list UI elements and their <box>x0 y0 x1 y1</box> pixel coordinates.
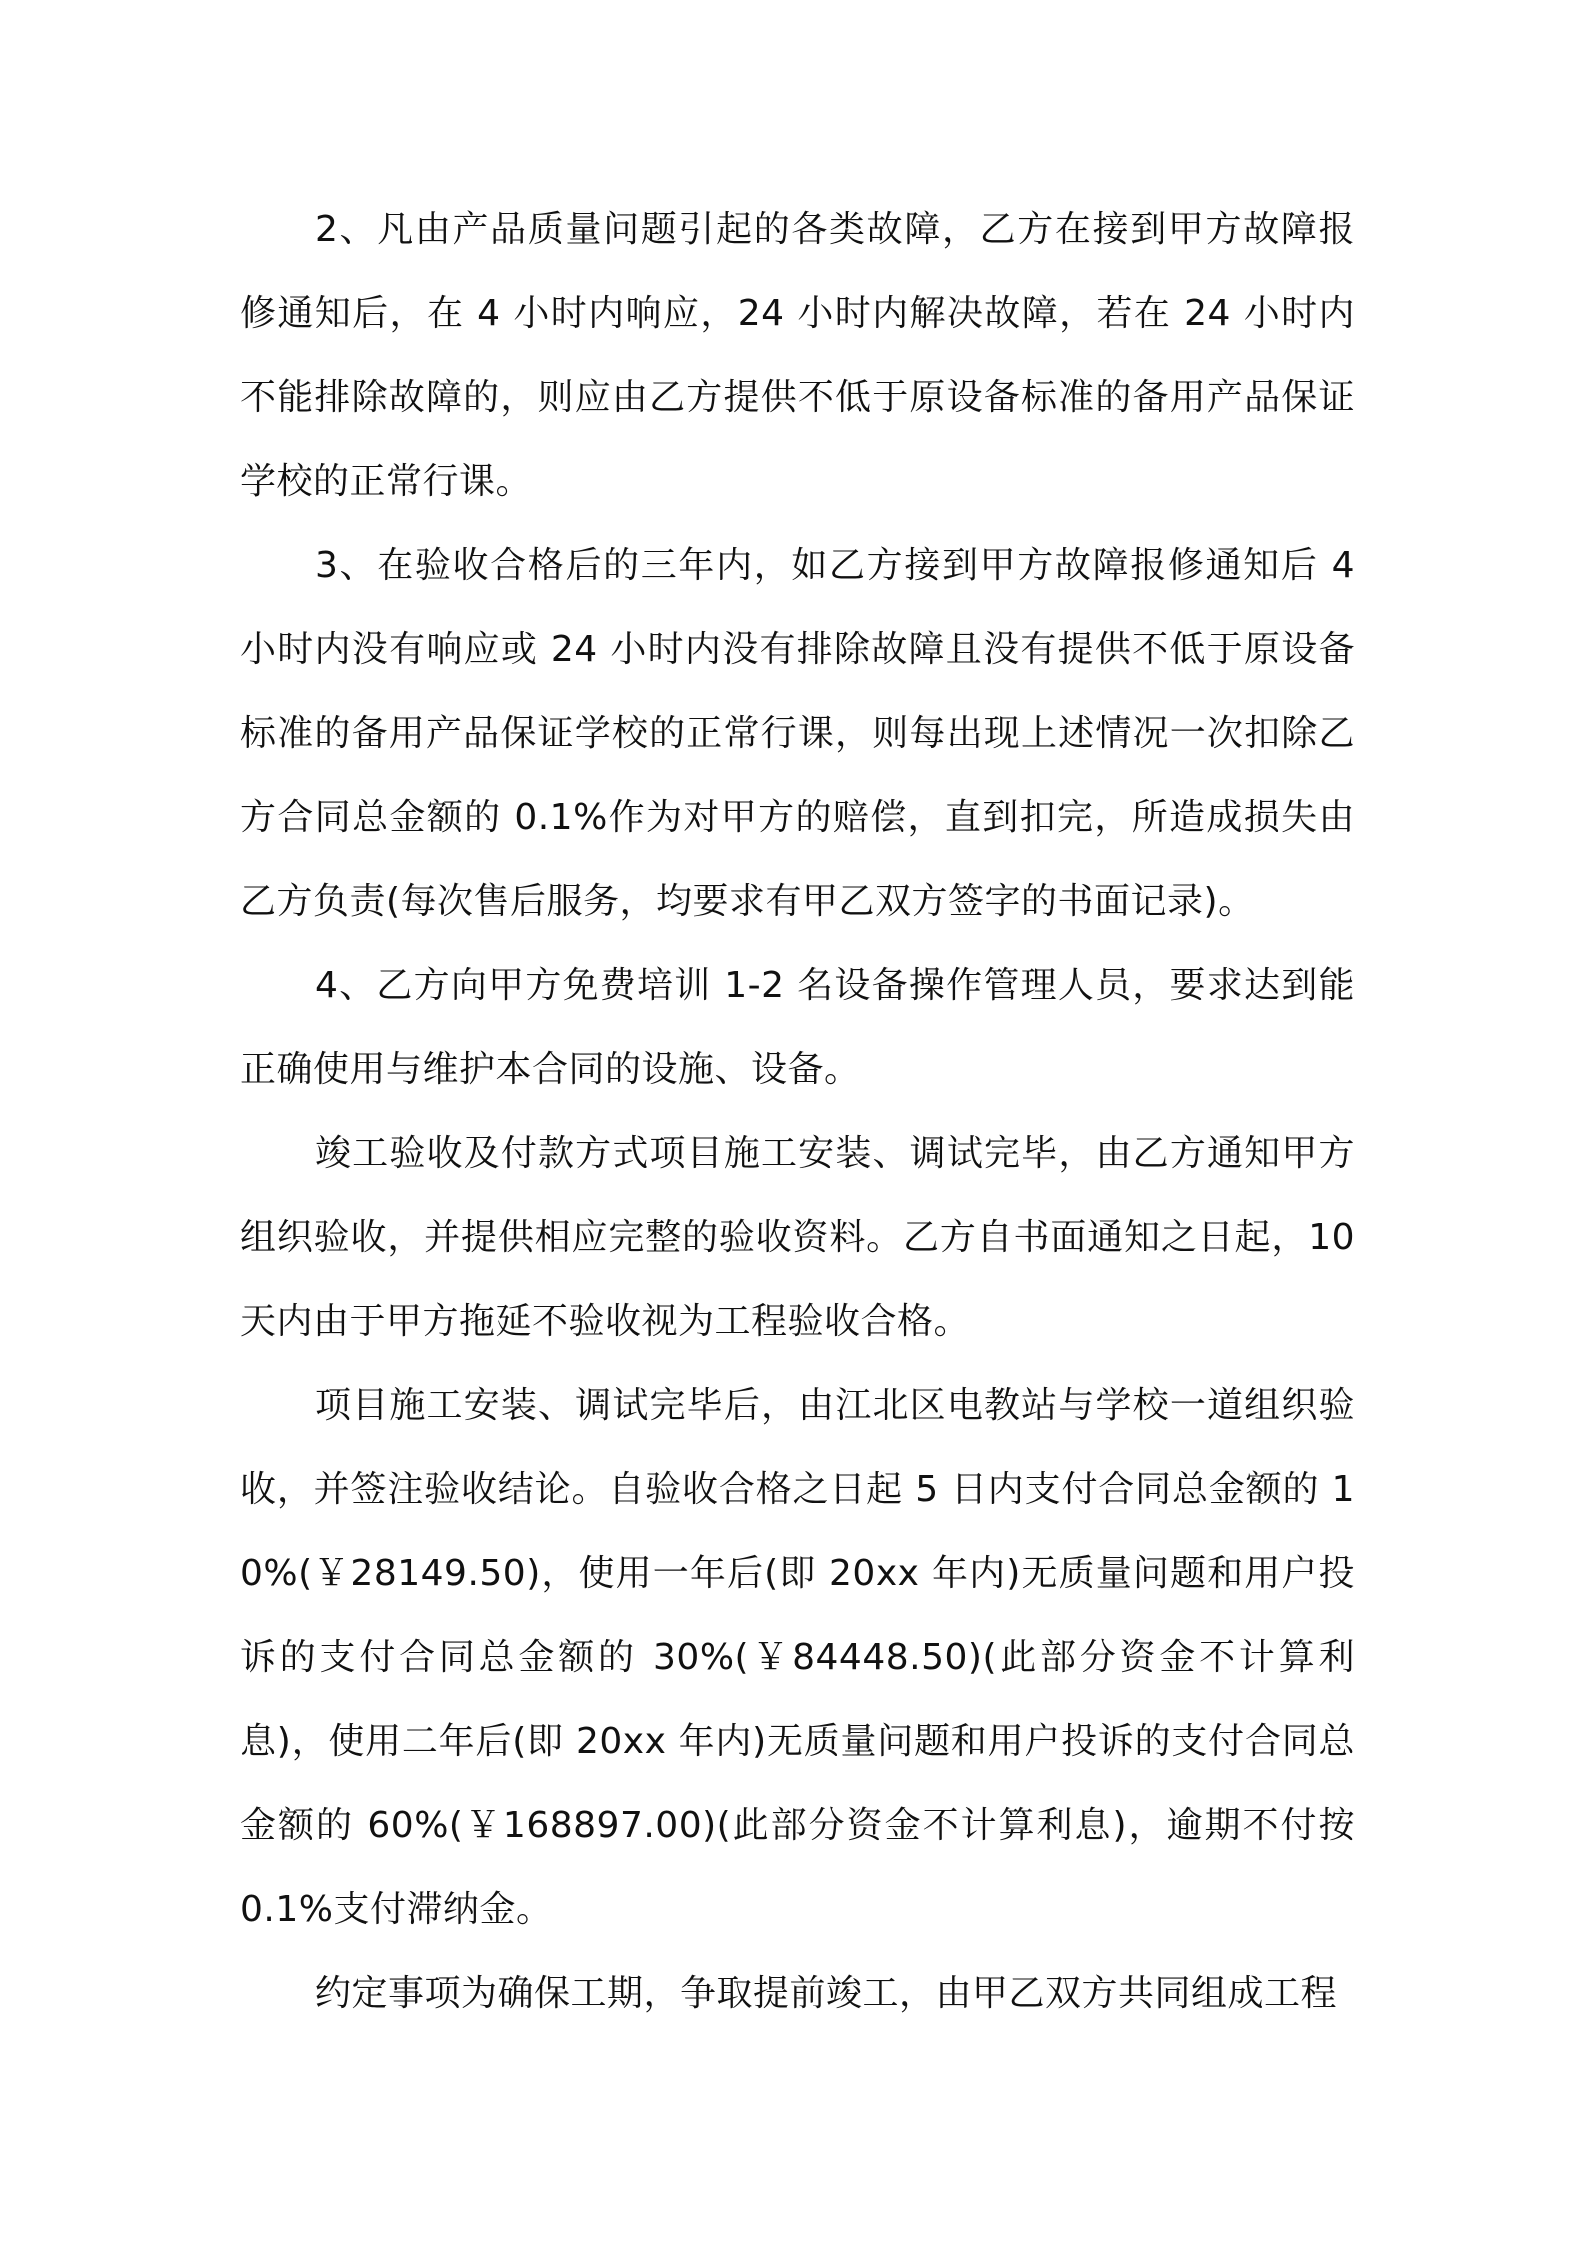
paragraph-training: 4、乙方向甲方免费培训 1-2 名设备操作管理人员，要求达到能正确使用与维护本合同的设施、设备。 <box>240 965 1355 1090</box>
paragraph-payment-terms: 项目施工安装、调试完毕后，由江北区电教站与学校一道组织验收，并签注验收结论。自验收合格之日起 5 日内支付合同总金额的 10%(￥28149.50)，使用一年后(即 20xx 年内)无质量问题和用户投诉的支付合同总金额的 30%(￥84448.50)(此部分资金不计算利息)，使用二年后(即 20xx 年内)无质量问题和用户投诉的支付合同总金额的 60%(￥168897.00)(此部分资金不计算利息)，逾期不付按 0.1%支付滞纳金。 <box>240 1385 1355 1930</box>
paragraph-after-sales-fault-response: 2、凡由产品质量问题引起的各类故障，乙方在接到甲方故障报修通知后，在 4 小时内响应，24 小时内解决故障，若在 24 小时内不能排除故障的，则应由乙方提供不低于原设备标准的备用产品保证学校的正常行课。 <box>240 209 1355 502</box>
paragraph-warranty-penalty: 3、在验收合格后的三年内，如乙方接到甲方故障报修通知后 4 小时内没有响应或 24 小时内没有排除故障且没有提供不低于原设备标准的备用产品保证学校的正常行课，则每出现上述情况一次扣除乙方合同总金额的 0.1%作为对甲方的赔偿，直到扣完，所造成损失由乙方负责(每次售后服务，均要求有甲乙双方签字的书面记录)。 <box>240 545 1355 922</box>
document-body <box>240 188 1355 2036</box>
paragraph-agreed-matters: 约定事项为确保工期，争取提前竣工，由甲乙双方共同组成工程 <box>315 1973 1338 2014</box>
paragraph-acceptance: 竣工验收及付款方式项目施工安装、调试完毕，由乙方通知甲方组织验收，并提供相应完整的验收资料。乙方自书面通知之日起，10 天内由于甲方拖延不验收视为工程验收合格。 <box>240 1133 1355 1342</box>
